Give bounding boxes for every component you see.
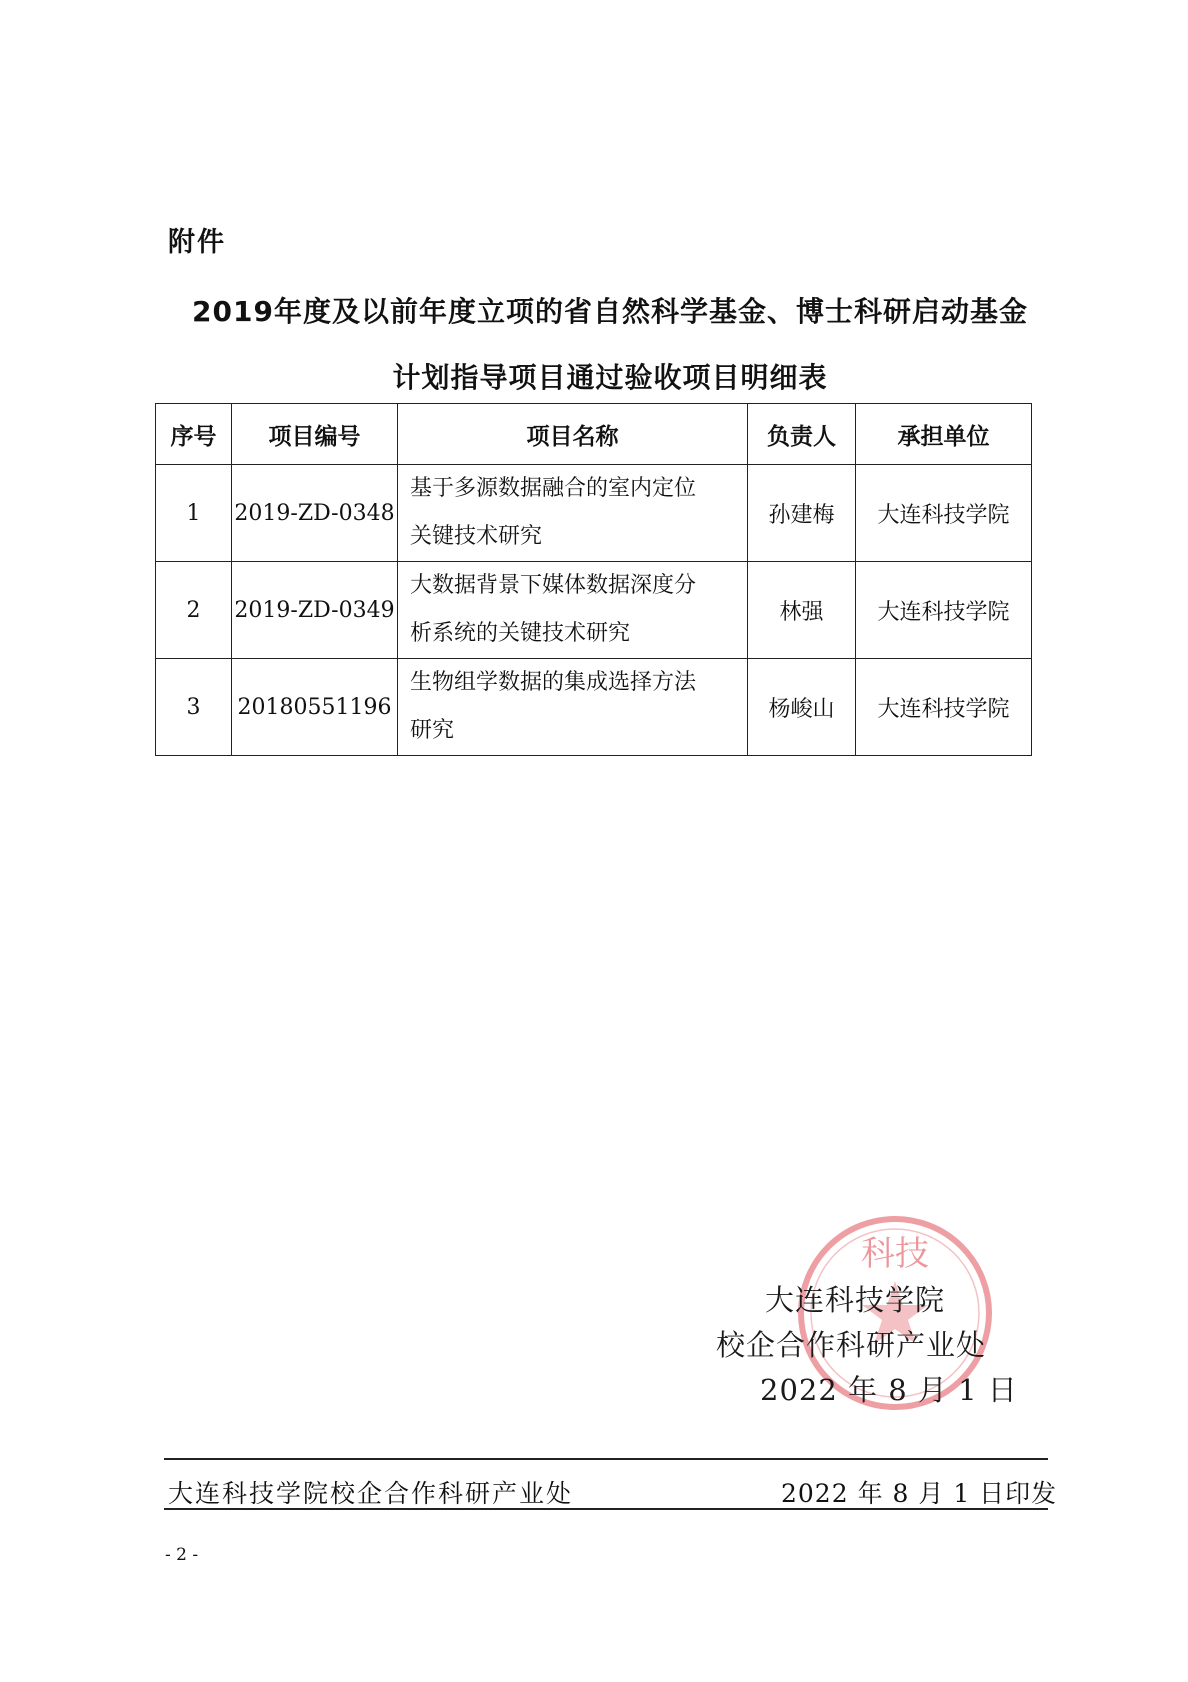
- row-unit: 大连科技学院: [856, 465, 1032, 562]
- signature-office: 校企合作科研产业处: [716, 1328, 987, 1362]
- row-unit: 大连科技学院: [856, 659, 1032, 756]
- row-leader: 林强: [748, 562, 856, 659]
- signature-date: 2022 年 8 月 1 日: [760, 1373, 1018, 1407]
- row-project-name: [398, 562, 748, 659]
- column-header-leader: 负责人: [748, 404, 856, 465]
- column-header-code: 项目编号: [232, 404, 398, 465]
- row-project-name: [398, 465, 748, 562]
- table-row: [156, 465, 1032, 562]
- table-header-row: [156, 404, 1032, 465]
- document-title-line-2: 计划指导项目通过验收项目明细表: [392, 361, 828, 394]
- row-leader: 杨峻山: [748, 659, 856, 756]
- footer-divider-top: [164, 1458, 1048, 1460]
- attachment-label: 附件: [168, 227, 226, 258]
- row-project-code: 2019-ZD-0348: [232, 465, 398, 562]
- row-seq: 3: [156, 659, 232, 756]
- document-title-line-1: 2019年度及以前年度立项的省自然科学基金、博士科研启动基金: [192, 295, 1028, 328]
- page-number: - 2 -: [165, 1545, 199, 1565]
- column-header-name: 项目名称: [398, 404, 748, 465]
- projects-table: [155, 403, 1032, 756]
- project-name-line-2: 关键技术研究: [410, 524, 543, 549]
- row-project-name: [398, 659, 748, 756]
- row-seq: 2: [156, 562, 232, 659]
- footer-divider-bottom: [164, 1508, 1048, 1510]
- seal-text: 科技: [861, 1234, 929, 1274]
- table-row: [156, 562, 1032, 659]
- project-name-line-1: 基于多源数据融合的室内定位: [410, 476, 697, 501]
- row-seq: 1: [156, 465, 232, 562]
- row-project-code: 2019-ZD-0349: [232, 562, 398, 659]
- project-name-line-2: 析系统的关键技术研究: [410, 621, 631, 646]
- project-name-line-1: 大数据背景下媒体数据深度分: [410, 573, 697, 598]
- signature-school: 大连科技学院: [765, 1283, 946, 1317]
- footer-issue-date: 2022 年 8 月 1 日印发: [781, 1479, 1058, 1508]
- project-name-line-2: 研究: [410, 718, 455, 743]
- row-project-code: 20180551196: [232, 659, 398, 756]
- column-header-unit: 承担单位: [856, 404, 1032, 465]
- row-unit: 大连科技学院: [856, 562, 1032, 659]
- footer-issuer: 大连科技学院校企合作科研产业处: [168, 1479, 574, 1508]
- project-name-line-1: 生物组学数据的集成选择方法: [410, 670, 697, 695]
- column-header-seq: 序号: [156, 404, 232, 465]
- row-leader: 孙建梅: [748, 465, 856, 562]
- table-row: [156, 659, 1032, 756]
